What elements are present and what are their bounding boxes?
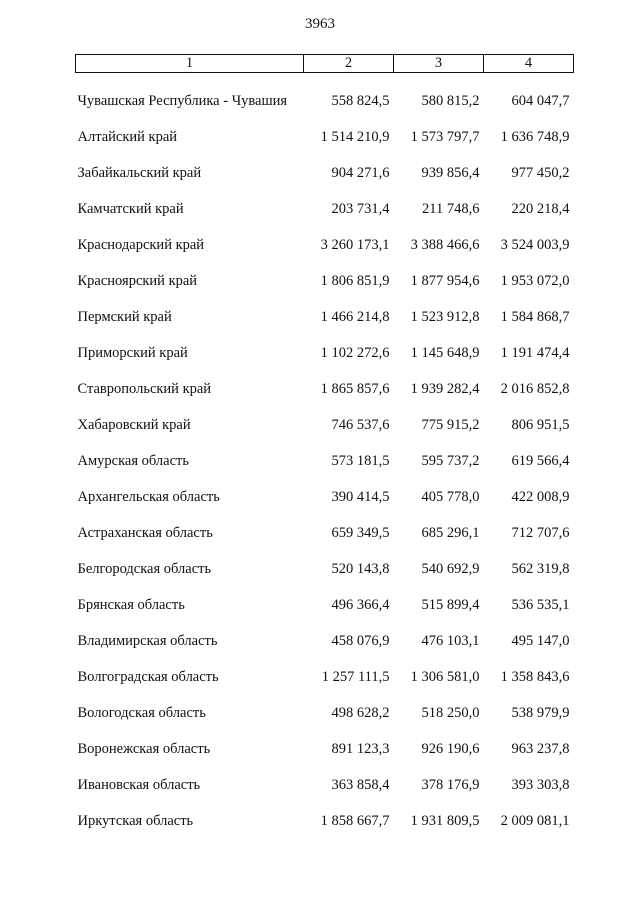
value-col-2: 498 628,2 [331, 704, 390, 721]
value-col-4: 538 979,9 [511, 704, 570, 721]
table-row [76, 587, 574, 623]
value-col-4: 604 047,7 [511, 92, 570, 109]
value-col-4: 619 566,4 [511, 452, 570, 469]
table-row [76, 695, 574, 731]
region-name: Краснодарский край [77, 236, 205, 253]
table-row [76, 299, 574, 335]
value-col-2: 1 806 851,9 [320, 272, 390, 289]
table-row [76, 263, 574, 299]
value-col-3: 476 103,1 [421, 632, 480, 649]
table-row [76, 227, 574, 263]
value-col-3: 3 388 466,6 [410, 236, 480, 253]
value-col-3: 1 523 912,8 [410, 308, 480, 325]
value-col-2: 904 271,6 [331, 164, 390, 181]
value-col-4: 1 953 072,0 [500, 272, 570, 289]
value-col-2: 3 260 173,1 [320, 236, 390, 253]
value-col-3: 515 899,4 [421, 596, 480, 613]
header-col-2: 2 [304, 55, 394, 73]
value-col-2: 659 349,5 [331, 524, 390, 541]
region-name: Волгоградская область [77, 668, 219, 685]
value-col-2: 496 366,4 [331, 596, 390, 613]
value-col-3: 1 573 797,7 [410, 128, 480, 145]
table-row [76, 119, 574, 155]
value-col-2: 558 824,5 [331, 92, 390, 109]
value-col-2: 573 181,5 [331, 452, 390, 469]
region-name: Брянская область [77, 596, 185, 613]
value-col-2: 520 143,8 [331, 560, 390, 577]
value-col-4: 977 450,2 [511, 164, 570, 181]
value-col-3: 1 877 954,6 [410, 272, 480, 289]
header-col-4: 4 [484, 55, 574, 73]
value-col-3: 580 815,2 [421, 92, 480, 109]
value-col-2: 363 858,4 [331, 776, 390, 793]
value-col-4: 562 319,8 [511, 560, 570, 577]
value-col-2: 203 731,4 [331, 200, 390, 217]
value-col-2: 746 537,6 [331, 416, 390, 433]
value-col-3: 685 296,1 [421, 524, 480, 541]
table-row [76, 659, 574, 695]
value-col-2: 458 076,9 [331, 632, 390, 649]
value-col-4: 422 008,9 [511, 488, 570, 505]
region-name: Амурская область [77, 452, 189, 469]
value-col-3: 939 856,4 [421, 164, 480, 181]
value-col-3: 775 915,2 [421, 416, 480, 433]
page-number: 3963 [305, 16, 335, 32]
region-name: Алтайский край [77, 128, 178, 145]
value-col-3: 540 692,9 [421, 560, 480, 577]
value-col-3: 1 939 282,4 [410, 380, 480, 397]
table-row [76, 479, 574, 515]
table-row [76, 443, 574, 479]
region-name: Воронежская область [77, 740, 211, 757]
region-name: Камчатский край [77, 200, 184, 217]
table-body [76, 73, 574, 840]
value-col-4: 712 707,6 [511, 524, 570, 541]
region-name: Приморский край [77, 344, 188, 361]
table-row [76, 73, 574, 120]
table-row [76, 515, 574, 551]
value-col-3: 926 190,6 [421, 740, 480, 757]
value-col-2: 1 102 272,6 [320, 344, 390, 361]
region-name: Красноярский край [77, 272, 198, 289]
region-name: Вологодская область [77, 704, 206, 721]
value-col-4: 1 584 868,7 [500, 308, 570, 325]
value-col-2: 1 514 210,9 [320, 128, 390, 145]
header-row [76, 55, 574, 73]
table-header [76, 55, 574, 73]
region-name: Чувашская Республика - Чувашия [77, 92, 288, 109]
region-name: Астраханская область [77, 524, 213, 541]
value-col-4: 495 147,0 [511, 632, 570, 649]
value-col-2: 1 466 214,8 [320, 308, 390, 325]
data-table [75, 54, 574, 839]
value-col-3: 378 176,9 [421, 776, 480, 793]
region-name: Архангельская область [77, 488, 220, 505]
table-row [76, 623, 574, 659]
value-col-3: 1 931 809,5 [410, 812, 480, 829]
value-col-4: 806 951,5 [511, 416, 570, 433]
region-name: Владимирская область [77, 632, 218, 649]
table-row [76, 767, 574, 803]
table-row [76, 335, 574, 371]
value-col-3: 211 748,6 [422, 200, 480, 217]
region-name: Ставропольский край [77, 380, 212, 397]
table-row [76, 155, 574, 191]
value-col-2: 1 858 667,7 [320, 812, 390, 829]
region-name: Забайкальский край [77, 164, 202, 181]
table-row [76, 731, 574, 767]
table-row [76, 551, 574, 587]
table-row [76, 371, 574, 407]
table-row [76, 407, 574, 443]
value-col-4: 1 191 474,4 [500, 344, 570, 361]
value-col-2: 891 123,3 [331, 740, 390, 757]
table-row [76, 803, 574, 839]
value-col-2: 390 414,5 [331, 488, 390, 505]
table-row [76, 191, 574, 227]
value-col-4: 1 636 748,9 [500, 128, 570, 145]
region-name: Хабаровский край [77, 416, 191, 433]
header-col-1: 1 [76, 55, 304, 73]
value-col-2: 1 865 857,6 [320, 380, 390, 397]
value-col-3: 518 250,0 [421, 704, 480, 721]
value-col-4: 536 535,1 [511, 596, 570, 613]
value-col-4: 393 303,8 [511, 776, 570, 793]
value-col-4: 3 524 003,9 [500, 236, 570, 253]
region-name: Пермский край [77, 308, 172, 325]
value-col-3: 1 145 648,9 [410, 344, 480, 361]
value-col-3: 405 778,0 [421, 488, 480, 505]
region-name: Ивановская область [77, 776, 201, 793]
value-col-4: 2 009 081,1 [500, 812, 570, 829]
value-col-3: 595 737,2 [421, 452, 480, 469]
header-col-3: 3 [394, 55, 484, 73]
region-name: Белгородская область [77, 560, 212, 577]
value-col-4: 963 237,8 [511, 740, 570, 757]
value-col-2: 1 257 111,5 [321, 668, 390, 685]
value-col-3: 1 306 581,0 [410, 668, 480, 685]
region-name: Иркутская область [77, 812, 194, 829]
value-col-4: 220 218,4 [511, 200, 570, 217]
value-col-4: 2 016 852,8 [500, 380, 570, 397]
value-col-4: 1 358 843,6 [500, 668, 570, 685]
